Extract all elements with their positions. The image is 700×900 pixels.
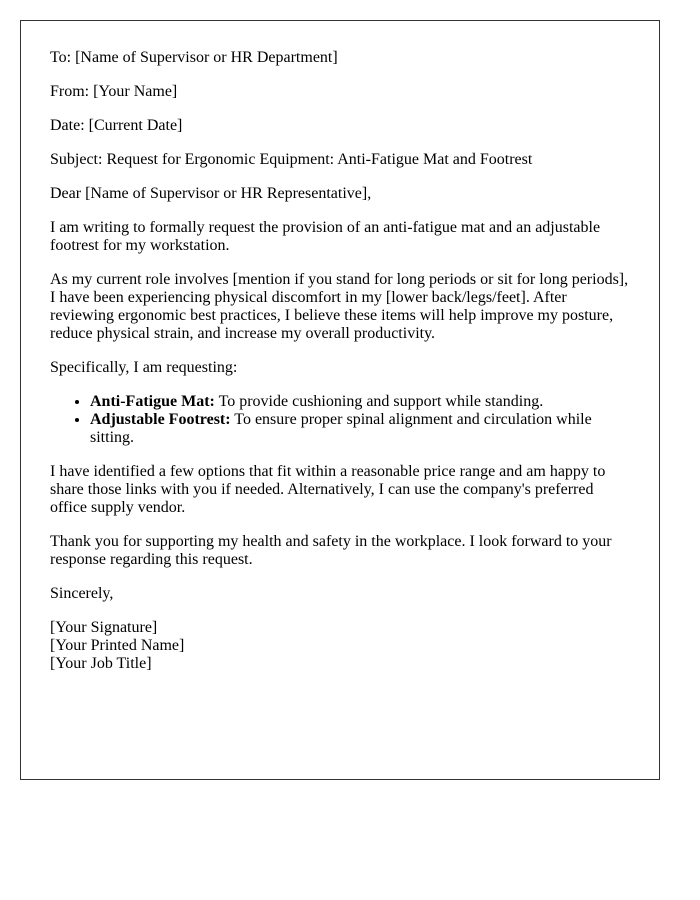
- item-name: Adjustable Footrest:: [90, 411, 231, 428]
- job-title-placeholder: [Your Job Title]: [50, 655, 152, 672]
- intro-paragraph: I am writing to formally request the provision of an anti-fatigue mat and an adjustable footrest for my workstation.: [50, 219, 601, 254]
- sign-off: Sincerely,: [50, 585, 114, 602]
- from-line: From: [Your Name]: [50, 83, 178, 100]
- list-item: [90, 411, 630, 447]
- signature-placeholder: [Your Signature]: [50, 619, 158, 636]
- to-line: To: [Name of Supervisor or HR Department]: [50, 49, 338, 66]
- requested-items-list: [50, 393, 630, 447]
- salutation: Dear [Name of Supervisor or HR Representative],: [50, 185, 372, 202]
- subject-line: Subject: Request for Ergonomic Equipment: Anti-Fatigue Mat and Footrest: [50, 151, 533, 168]
- thanks-paragraph: Thank you for supporting my health and safety in the workplace. I look forward to your response regarding this request.: [50, 533, 612, 568]
- item-description: To provide cushioning and support while standing.: [214, 393, 544, 410]
- options-paragraph: I have identified a few options that fit within a reasonable price range and am happy to share those links with you if needed. Alternatively, I can use the company's preferred office supply vendor.: [50, 463, 606, 516]
- item-name: Anti-Fatigue Mat:: [90, 393, 215, 410]
- printed-name-placeholder: [Your Printed Name]: [50, 637, 185, 654]
- reason-paragraph: As my current role involves [mention if you stand for long periods or sit for long periods], I have been experiencing physical discomfort in my [lower back/legs/feet]. After reviewing ergonomic best practices, I believe these items will help improve my posture, reduce physical strain, and increase my overall productivity.: [50, 271, 629, 342]
- request-lead-in: Specifically, I am requesting:: [50, 359, 238, 376]
- list-item: [90, 393, 630, 411]
- signature-block: [50, 619, 630, 673]
- item-description: To ensure proper spinal alignment and circulation while sitting.: [90, 411, 592, 446]
- date-line: Date: [Current Date]: [50, 117, 183, 134]
- letter-page: [20, 20, 660, 780]
